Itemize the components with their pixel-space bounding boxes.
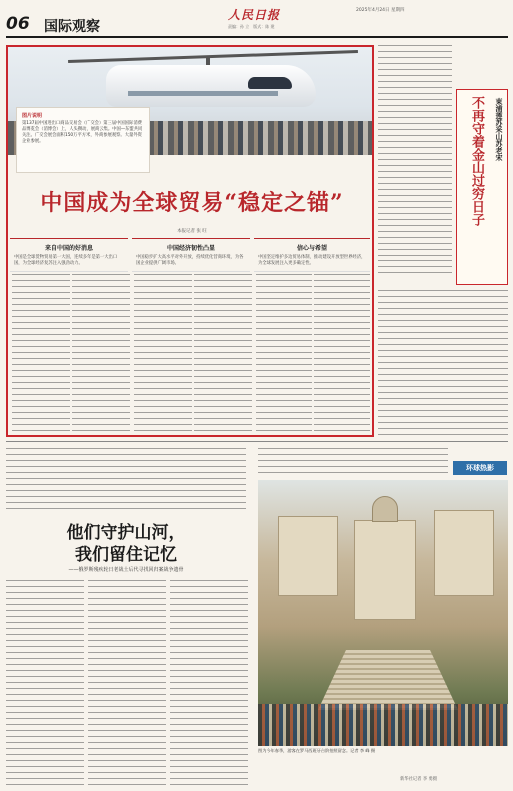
body-column [314,274,370,434]
section-name: 国际观察 [44,19,100,35]
issue-date: 2025年4月24日 星期四 [356,8,405,13]
photo-caption-box [16,107,150,173]
bottom-headline-1: 他们守护山河， [66,523,186,543]
page-header [0,0,513,38]
right-text-bottom [378,290,508,437]
right-text-mid [378,260,452,278]
stone-steps [318,650,458,710]
masthead-logo: 人民日报 [228,8,281,22]
subsection-deck: 中国稳步扩大高水平对外开放，持续优化营商环境，为各国企业提供广阔市场。 [136,255,244,266]
page-number: 06 [6,14,30,34]
aircraft-window [248,77,292,89]
text-lines [194,274,252,434]
body-column [134,274,192,434]
text-lines [170,580,248,786]
bottom-body-column [170,580,248,786]
building-right [434,510,494,596]
text-lines [378,45,452,260]
text-lines [378,290,508,437]
aircraft-stripe [128,91,278,96]
subsection-title: 来自中国的好消息 [44,245,93,252]
env-intro-text [258,448,448,476]
landmark-photo-credit: 新华社记者 李 勇摄 [400,777,438,782]
rotor-blade [68,50,358,63]
photo-caption-title: 图片说明 [22,113,43,119]
subsection-title: 信心与希望 [296,245,327,252]
right-text-top [378,45,452,260]
bottom-intro-text [6,448,246,514]
subsection-deck: 中国坚定维护多边贸易体制，推动建设开放型世界经济，为全球发展注入更多确定性。 [258,255,366,266]
section-divider [6,441,508,442]
text-lines [12,274,70,434]
section-badge-label: 环球热影 [466,464,494,472]
commentary-author: 束浦莲苏采山苏老宋 [495,98,503,161]
text-lines [134,274,192,434]
subsection-1 [10,238,128,272]
text-lines [378,260,452,278]
main-headline: 中国成为全球贸易“稳定之锚” [40,190,344,216]
commentary-box [456,89,508,285]
text-lines [256,274,312,434]
commentary-title: 不再守着金山过穷日子 [469,96,484,226]
editors-line: 责编：孙 立 版式：陈 建 [228,24,275,29]
text-lines [6,580,84,786]
subsection-title: 中国经济韧性凸显 [166,245,215,252]
photo-caption: 第137届中国进出口商品交易会（广交会）第三届中国国际消费品博览会（消博会）上，人头攒动，展商云集。中国—东盟共同关注。广交会展会面积150万平方米，外商参展观察。大量外资企业参展。 [22,121,143,144]
building-left [278,516,338,596]
text-lines [72,274,130,434]
bottom-deck: ——俄罗斯残疾轮日老战士后代寻找回归案战争遗骨 [68,567,184,573]
landmark-photo [258,480,508,746]
text-lines [88,580,166,786]
byline: 本报记者 张 旺 [177,229,207,234]
body-column [194,274,252,434]
body-column [72,274,130,434]
body-column [12,274,70,434]
subsection-deck: 中国是全球货物贸易第一大国，连续多年是第一大出口国，为全球经济复苏注入强劲动力。 [14,255,118,266]
text-lines [314,274,370,434]
subsection-2 [132,238,250,272]
text-lines [6,448,246,514]
text-lines [258,448,448,476]
bottom-headline-2: 我们留住记忆 [75,545,177,565]
section-badge [453,461,507,475]
header-rule [6,36,508,38]
bottom-body-column [88,580,166,786]
body-column [256,274,312,434]
subsection-3 [254,238,370,272]
landmark-photo-caption: 图为今年春季，游客在罗马西班牙台阶拍照留念。记者 李 峰 摄 [258,748,376,753]
tourists [258,704,508,746]
church-dome [372,496,398,522]
bottom-body-column [6,580,84,786]
church-facade [354,520,416,620]
